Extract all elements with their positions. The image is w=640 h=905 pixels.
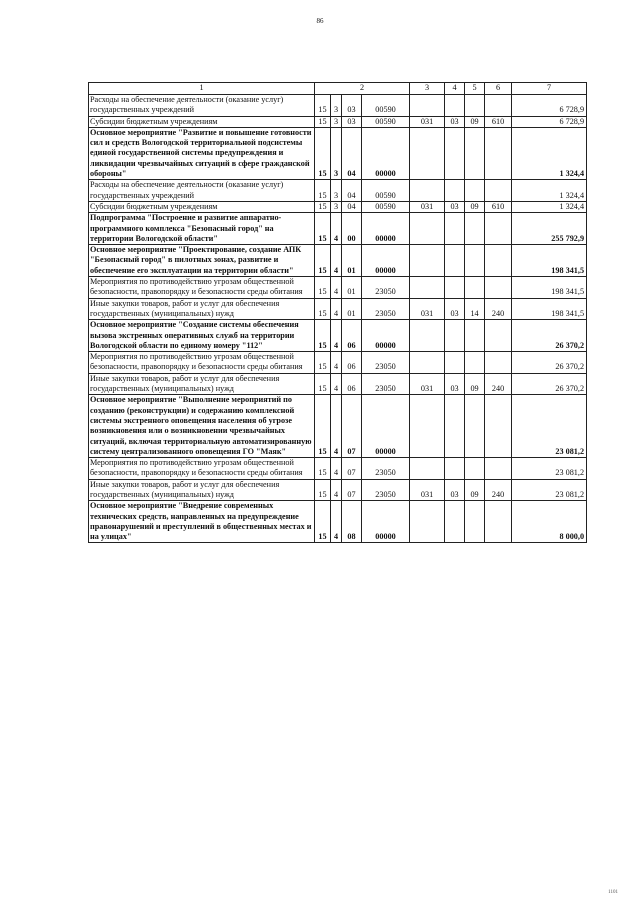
row-code-e <box>410 127 445 179</box>
row-name: Субсидии бюджетным учреждениям <box>89 201 315 212</box>
row-name: Мероприятия по противодействию угрозам общественной безопасности, правопорядку и безопасности среды обитания <box>89 277 315 299</box>
row-code-d: 00000 <box>362 320 410 352</box>
row-code-h <box>485 127 512 179</box>
row-code-g <box>465 277 485 299</box>
header-col-3: 3 <box>410 83 445 95</box>
row-amount: 6 728,9 <box>512 95 587 117</box>
row-code-c: 04 <box>342 127 362 179</box>
table-row <box>89 352 587 374</box>
row-code-h <box>485 352 512 374</box>
row-code-a: 15 <box>315 277 331 299</box>
budget-table <box>88 82 587 543</box>
row-name: Мероприятия по противодействию угрозам общественной безопасности, правопорядку и безопасности среды обитания <box>89 458 315 480</box>
row-code-b: 3 <box>331 201 342 212</box>
row-code-b: 3 <box>331 180 342 202</box>
row-code-g <box>465 501 485 543</box>
row-code-b: 4 <box>331 298 342 320</box>
row-code-b: 3 <box>331 95 342 117</box>
row-code-f: 03 <box>445 116 465 127</box>
row-code-e: 031 <box>410 298 445 320</box>
row-code-d: 00590 <box>362 201 410 212</box>
table-row <box>89 320 587 352</box>
row-code-e: 031 <box>410 479 445 501</box>
row-name: Основное мероприятие "Проектирование, создание АПК "Безопасный город" в пилотных зонах, развитие и обеспечение его эксплуатации на территории области" <box>89 245 315 277</box>
row-code-d: 00590 <box>362 180 410 202</box>
row-code-e: 031 <box>410 116 445 127</box>
row-name: Мероприятия по противодействию угрозам общественной безопасности, правопорядку и безопасности среды обитания <box>89 352 315 374</box>
header-col-2: 2 <box>315 83 410 95</box>
row-code-d: 00000 <box>362 213 410 245</box>
row-code-a: 15 <box>315 458 331 480</box>
row-code-d: 00000 <box>362 501 410 543</box>
row-code-h <box>485 180 512 202</box>
table-row <box>89 180 587 202</box>
row-code-e <box>410 458 445 480</box>
row-code-a: 15 <box>315 373 331 395</box>
row-code-c: 04 <box>342 180 362 202</box>
row-code-g: 09 <box>465 116 485 127</box>
row-code-e <box>410 277 445 299</box>
row-code-e <box>410 501 445 543</box>
row-code-e <box>410 352 445 374</box>
row-code-e: 031 <box>410 201 445 212</box>
row-amount: 26 370,2 <box>512 320 587 352</box>
table-row <box>89 298 587 320</box>
row-code-h: 240 <box>485 479 512 501</box>
row-code-g <box>465 245 485 277</box>
row-name: Подпрограмма "Построение и развитие аппаратно-программного комплекса "Безопасный город" на территории Вологодской области" <box>89 213 315 245</box>
table-row <box>89 95 587 117</box>
row-code-f <box>445 213 465 245</box>
row-name: Иные закупки товаров, работ и услуг для обеспечения государственных (муниципальных) нужд <box>89 479 315 501</box>
row-code-b: 4 <box>331 395 342 458</box>
row-code-a: 15 <box>315 95 331 117</box>
row-code-c: 06 <box>342 373 362 395</box>
row-amount: 198 341,5 <box>512 298 587 320</box>
table-row <box>89 501 587 543</box>
row-amount: 8 000,0 <box>512 501 587 543</box>
row-code-h <box>485 458 512 480</box>
row-code-b: 4 <box>331 320 342 352</box>
row-code-a: 15 <box>315 298 331 320</box>
row-code-c: 00 <box>342 213 362 245</box>
row-code-f: 03 <box>445 373 465 395</box>
page-number: 86 <box>316 17 324 25</box>
row-code-a: 15 <box>315 127 331 179</box>
row-name: Иные закупки товаров, работ и услуг для обеспечения государственных (муниципальных) нужд <box>89 373 315 395</box>
row-code-h: 610 <box>485 201 512 212</box>
row-code-g: 09 <box>465 373 485 395</box>
row-code-e <box>410 213 445 245</box>
row-code-a: 15 <box>315 320 331 352</box>
row-code-c: 03 <box>342 116 362 127</box>
row-code-b: 3 <box>331 127 342 179</box>
row-code-f <box>445 501 465 543</box>
row-code-b: 4 <box>331 213 342 245</box>
row-code-a: 15 <box>315 245 331 277</box>
row-code-a: 15 <box>315 213 331 245</box>
row-code-d: 23050 <box>362 298 410 320</box>
row-code-d: 00000 <box>362 127 410 179</box>
row-code-g: 09 <box>465 201 485 212</box>
row-code-g <box>465 352 485 374</box>
row-name: Основное мероприятие "Развитие и повышение готовности сил и средств Вологодской территориальной подсистемы единой государственной системы предупреждения и ликвидации чрезвычайных ситуаций в сфере гражданской обороны" <box>89 127 315 179</box>
header-col-5: 5 <box>465 83 485 95</box>
row-code-b: 3 <box>331 116 342 127</box>
row-name: Субсидии бюджетным учреждениям <box>89 116 315 127</box>
table-row <box>89 458 587 480</box>
row-code-h: 240 <box>485 298 512 320</box>
row-amount: 198 341,5 <box>512 245 587 277</box>
row-code-b: 4 <box>331 352 342 374</box>
row-code-f <box>445 320 465 352</box>
row-code-f <box>445 458 465 480</box>
row-code-b: 4 <box>331 458 342 480</box>
row-code-f <box>445 245 465 277</box>
row-code-f <box>445 395 465 458</box>
row-code-e: 031 <box>410 373 445 395</box>
table-row <box>89 213 587 245</box>
table-row <box>89 277 587 299</box>
row-code-f <box>445 127 465 179</box>
header-col-1: 1 <box>89 83 315 95</box>
row-code-h <box>485 277 512 299</box>
header-col-7: 7 <box>512 83 587 95</box>
header-row <box>89 83 587 95</box>
table-row <box>89 373 587 395</box>
table-row <box>89 479 587 501</box>
row-code-g <box>465 213 485 245</box>
row-code-g <box>465 395 485 458</box>
row-code-b: 4 <box>331 479 342 501</box>
header-col-6: 6 <box>485 83 512 95</box>
row-amount: 23 081,2 <box>512 395 587 458</box>
row-code-a: 15 <box>315 395 331 458</box>
row-code-f: 03 <box>445 201 465 212</box>
row-code-b: 4 <box>331 501 342 543</box>
table-row <box>89 201 587 212</box>
row-code-d: 00590 <box>362 95 410 117</box>
row-code-c: 01 <box>342 277 362 299</box>
row-code-h <box>485 213 512 245</box>
row-name: Иные закупки товаров, работ и услуг для обеспечения государственных (муниципальных) нужд <box>89 298 315 320</box>
row-code-a: 15 <box>315 352 331 374</box>
row-name: Основное мероприятие "Выполнение мероприятий по созданию (реконструкции) и содержанию комплексной системы экстренного оповещения населения об угрозе возникновения или о возникновении чрезвычайных ситуаций, включая территориальную автоматизированную систему централизованного оповещения ГО "Маяк" <box>89 395 315 458</box>
row-code-a: 15 <box>315 180 331 202</box>
row-code-f <box>445 95 465 117</box>
row-name: Основное мероприятие "Внедрение современных технических средств, направленных на предупреждение правонарушений и преступлений в общественных местах и на улицах" <box>89 501 315 543</box>
row-code-f: 03 <box>445 479 465 501</box>
row-amount: 1 324,4 <box>512 180 587 202</box>
row-code-e <box>410 245 445 277</box>
row-code-c: 01 <box>342 245 362 277</box>
table-row <box>89 395 587 458</box>
row-code-f: 03 <box>445 298 465 320</box>
row-code-g <box>465 320 485 352</box>
table-row <box>89 127 587 179</box>
row-code-c: 04 <box>342 201 362 212</box>
row-code-h: 610 <box>485 116 512 127</box>
row-code-d: 23050 <box>362 479 410 501</box>
row-code-g <box>465 95 485 117</box>
row-amount: 198 341,5 <box>512 277 587 299</box>
row-code-b: 4 <box>331 373 342 395</box>
row-code-f <box>445 352 465 374</box>
row-code-c: 07 <box>342 395 362 458</box>
row-code-d: 23050 <box>362 277 410 299</box>
scan-footer-mark: 1101 <box>608 890 618 895</box>
row-code-a: 15 <box>315 116 331 127</box>
row-name: Расходы на обеспечение деятельности (оказание услуг) государственных учреждений <box>89 180 315 202</box>
row-code-g: 09 <box>465 479 485 501</box>
row-code-c: 06 <box>342 352 362 374</box>
row-code-g <box>465 127 485 179</box>
row-code-c: 08 <box>342 501 362 543</box>
table-row <box>89 116 587 127</box>
row-code-d: 23050 <box>362 458 410 480</box>
row-amount: 23 081,2 <box>512 458 587 480</box>
row-code-b: 4 <box>331 245 342 277</box>
row-code-d: 23050 <box>362 373 410 395</box>
row-code-a: 15 <box>315 479 331 501</box>
row-code-c: 01 <box>342 298 362 320</box>
row-code-g <box>465 458 485 480</box>
row-code-b: 4 <box>331 277 342 299</box>
row-code-h <box>485 245 512 277</box>
row-name: Основное мероприятие "Создание системы обеспечения вызова экстренных оперативных служб на территории Вологодской области по единому номеру "112" <box>89 320 315 352</box>
row-amount: 6 728,9 <box>512 116 587 127</box>
row-amount: 26 370,2 <box>512 373 587 395</box>
row-code-h <box>485 501 512 543</box>
row-code-h <box>485 320 512 352</box>
row-code-d: 23050 <box>362 352 410 374</box>
row-amount: 255 792,9 <box>512 213 587 245</box>
table-row <box>89 245 587 277</box>
row-code-e <box>410 395 445 458</box>
row-code-h <box>485 95 512 117</box>
row-code-c: 07 <box>342 479 362 501</box>
row-code-a: 15 <box>315 501 331 543</box>
row-amount: 23 081,2 <box>512 479 587 501</box>
row-code-d: 00000 <box>362 395 410 458</box>
row-code-c: 06 <box>342 320 362 352</box>
row-name: Расходы на обеспечение деятельности (оказание услуг) государственных учреждений <box>89 95 315 117</box>
row-code-c: 03 <box>342 95 362 117</box>
row-code-h <box>485 395 512 458</box>
row-code-c: 07 <box>342 458 362 480</box>
header-col-4: 4 <box>445 83 465 95</box>
row-code-d: 00590 <box>362 116 410 127</box>
row-code-e <box>410 320 445 352</box>
row-amount: 1 324,4 <box>512 127 587 179</box>
row-amount: 26 370,2 <box>512 352 587 374</box>
row-code-f <box>445 180 465 202</box>
row-code-g <box>465 180 485 202</box>
row-code-h: 240 <box>485 373 512 395</box>
row-code-e <box>410 180 445 202</box>
row-code-a: 15 <box>315 201 331 212</box>
row-code-e <box>410 95 445 117</box>
row-code-f <box>445 277 465 299</box>
row-amount: 1 324,4 <box>512 201 587 212</box>
row-code-d: 00000 <box>362 245 410 277</box>
row-code-g: 14 <box>465 298 485 320</box>
